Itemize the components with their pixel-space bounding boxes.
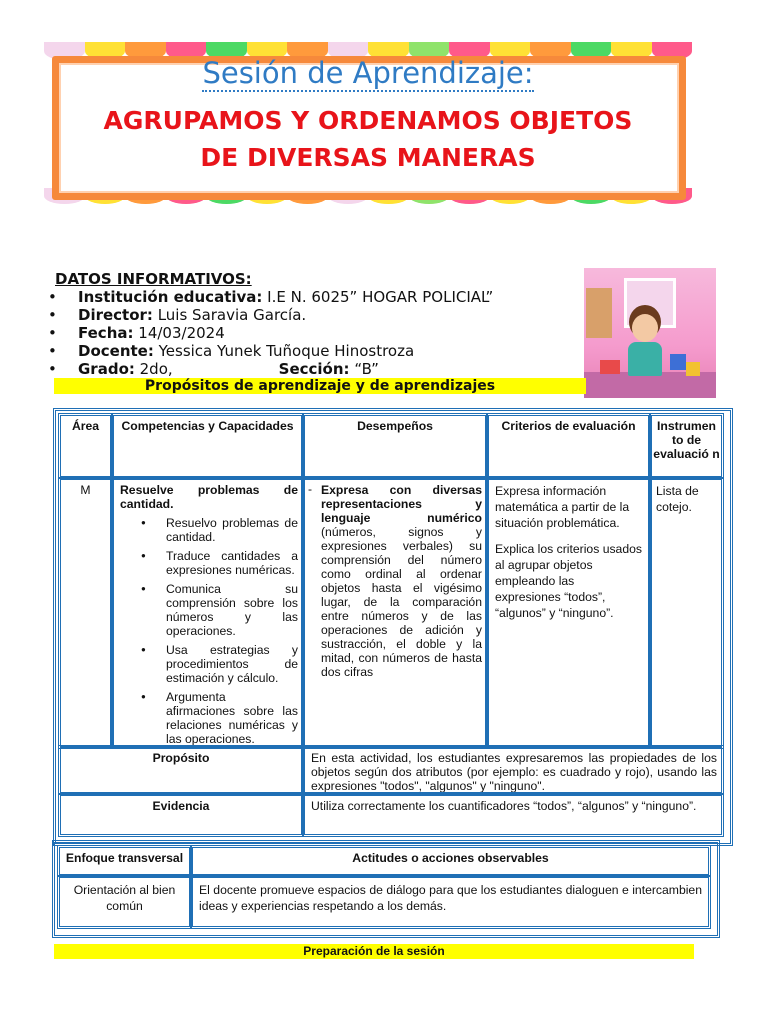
enfoque-table [52, 840, 720, 938]
header-instrumento: Instrumen to de evaluació n [649, 413, 724, 479]
evidencia-text: Utiliza correctamente los cuantificadores “todos”, “algunos” y “ninguno”. [302, 793, 724, 837]
instrumento-cell: Lista de cotejo. [649, 477, 724, 749]
classroom-girl-illustration [584, 268, 716, 398]
enfoque-header-left: Enfoque transversal [57, 845, 192, 877]
evidencia-label: Evidencia [58, 793, 304, 837]
competencias-cell [111, 477, 304, 749]
datos-docente: • Docente: Yessica Yunek Tuñoque Hinostroza [48, 342, 415, 360]
proposito-label: Propósito [58, 745, 304, 795]
datos-director: • Director: Luis Saravia García. [48, 306, 307, 324]
criterios-cell [486, 477, 651, 749]
capacidad-item: ● Traduce cantidades a expresiones numéricas. [120, 549, 298, 577]
datos-fecha: • Fecha: 14/03/2024 [48, 324, 225, 342]
datos-title: DATOS INFORMATIVOS: [55, 270, 252, 288]
title-banner [44, 38, 692, 208]
desempeno-bold: Expresa con diversas representaciones y lenguaje numérico [321, 483, 482, 525]
capacidad-item: ● Resuelvo problemas de cantidad. [120, 516, 298, 544]
enfoque-left: Orientación al bien común [57, 875, 192, 929]
enfoque-right: El docente promueve espacios de diálogo para que los estudiantes dialoguen e intercambien ideas y experiencias respetando a los demás. [190, 875, 711, 929]
session-subtitle-line2: DE DIVERSAS MANERAS [200, 143, 536, 172]
datos-informativos [48, 270, 588, 378]
session-subtitle [44, 102, 692, 176]
session-title: Sesión de Aprendizaje: [202, 56, 534, 90]
header-criterios: Criterios de evaluación [486, 413, 651, 479]
datos-institucion: • Institución educativa: I.E N. 6025” HOGAR POLICIAL” [48, 288, 494, 306]
criterio-2: Explica los criterios usados al agrupar objetos empleando las expresiones “todos”, “algunos” y “ninguno”. [495, 542, 642, 620]
session-subtitle-line1: AGRUPAMOS Y ORDENAMOS OBJETOS [103, 106, 633, 135]
header-area: Área [58, 413, 113, 479]
learning-table [53, 408, 733, 846]
propositos-title: Propósitos de aprendizaje y de aprendizajes [54, 378, 586, 394]
competencia-title: Resuelve problemas de cantidad. [120, 483, 298, 511]
capacidad-item: ● Comunica su comprensión sobre los números y las operaciones. [120, 582, 298, 638]
header-competencias: Competencias y Capacidades [111, 413, 304, 479]
enfoque-header-right: Actitudes o acciones observables [190, 845, 711, 877]
capacidad-item: ● Usa estrategias y procedimientos de estimación y cálculo. [120, 643, 298, 685]
capacidades-list [120, 516, 298, 746]
desempenos-cell: - Expresa con diversas representaciones y lenguaje numérico (números, signos y expresiones verbales) su comprensión del número como ordinal al ordenar objetos hasta el vigésimo lugar, de la comparación entre números y de las operaciones de adición y sustracción, el doble y la mitad, con números de hasta dos cifras [302, 477, 488, 749]
area-cell: M [58, 477, 113, 749]
capacidad-item: ● Argumenta afirmaciones sobre las relaciones numéricas y las operaciones. [120, 690, 298, 746]
criterio-1: Expresa información matemática a partir de la situación problemática. [495, 484, 630, 530]
preparacion-title: Preparación de la sesión [54, 944, 694, 959]
header-desempenos: Desempeños [302, 413, 488, 479]
datos-list [48, 288, 588, 378]
desempeno-text: (números, signos y expresiones verbales) su comprensión del número como ordinal al ordenar objetos hasta el vigésimo lugar, de la comparación entre números y de las operaciones de adición y sustracción, el doble y la mitad, con números de hasta dos cifras [321, 525, 482, 679]
datos-grado: • Grado: 2do, Sección: “B” [48, 360, 379, 378]
proposito-text: En esta actividad, los estudiantes expresaremos las propiedades de los objetos según dos atributos (por ejemplo: es cuadrado y rojo), usando las expresiones "todos", "algunos" y "ninguno". [302, 745, 724, 795]
